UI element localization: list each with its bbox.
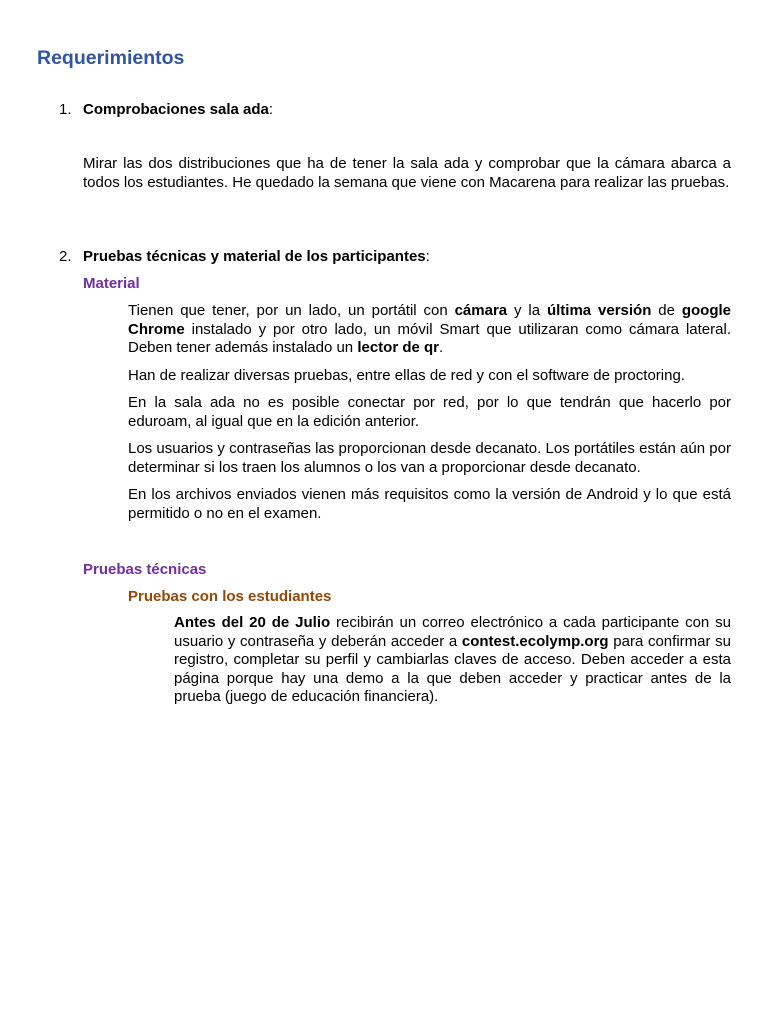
material-paragraph-3: En la sala ada no es posible conectar por red, por lo que tendrán que hacerlo por eduroam, al igual que en la edición anterior. xyxy=(128,394,731,430)
material-heading: Material xyxy=(83,275,140,292)
material-paragraph-4: Los usuarios y contraseñas las proporcionan desde decanato. Los portátiles están aún por determinar si los traen los alumnos o los van a proporcionar desde decanato. xyxy=(128,440,731,476)
material-paragraph-2: Han de realizar diversas pruebas, entre ellas de red y con el software de proctoring. xyxy=(128,367,685,384)
material-p1-bold-camara: cámara xyxy=(454,302,508,319)
section-2-heading xyxy=(59,248,430,266)
section-1-colon: : xyxy=(268,101,274,118)
material-paragraph-1 xyxy=(128,302,731,358)
section-1-heading xyxy=(59,101,273,119)
pruebas-tecnicas-heading: Pruebas técnicas xyxy=(83,561,207,578)
material-p1-text-4: instalado y por otro lado, un móvil Smart que utilizaran como cámara lateral. Deben tener además instalado un xyxy=(128,320,731,356)
pruebas-estudiantes-heading: Pruebas con los estudiantes xyxy=(128,588,332,605)
section-1-number: 1. xyxy=(59,101,72,118)
pruebas-estudiantes-paragraph xyxy=(174,614,731,707)
material-p1-bold-chrome: google Chrome xyxy=(128,302,731,338)
material-p1-text-3: de xyxy=(651,302,682,319)
section-2-colon: : xyxy=(425,248,430,265)
pruebas-p1-text-1: recibirán un correo electrónico a cada participante con su usuario y contraseña y deberán acceder a xyxy=(174,614,731,650)
pruebas-p1-bold-date: Antes del 20 de Julio xyxy=(174,614,331,631)
material-paragraph-5: En los archivos enviados vienen más requisitos como la versión de Android y lo que está permitido o no en el examen. xyxy=(128,486,731,522)
material-p1-bold-version: última versión xyxy=(546,302,652,319)
material-p1-bold-qr: lector de qr xyxy=(357,339,440,356)
section-2-number: 2. xyxy=(59,248,72,265)
section-1-title: Comprobaciones sala ada xyxy=(83,101,269,118)
material-p1-text-5: . xyxy=(439,339,444,356)
section-1-paragraph: Mirar las dos distribuciones que ha de tener la sala ada y comprobar que la cámara abarca a todos los estudiantes. He quedado la semana que viene con Macarena para realizar las pruebas. xyxy=(83,155,731,191)
pruebas-p1-text-2: para confirmar su registro, completar su perfil y cambiarlas claves de acceso. Deben acceder a esta página porque hay una demo a la que deben acceder y practicar antes de la prueba (juego de educación financiera). xyxy=(174,632,731,705)
page-title: Requerimientos xyxy=(37,47,185,69)
material-p1-text-1: Tienen que tener, por un lado, un portátil con xyxy=(128,302,455,319)
material-p1-text-2: y la xyxy=(507,302,547,319)
section-2-title: Pruebas técnicas y material de los participantes xyxy=(83,248,426,265)
pruebas-p1-bold-url: contest.ecolymp.org xyxy=(461,632,609,650)
